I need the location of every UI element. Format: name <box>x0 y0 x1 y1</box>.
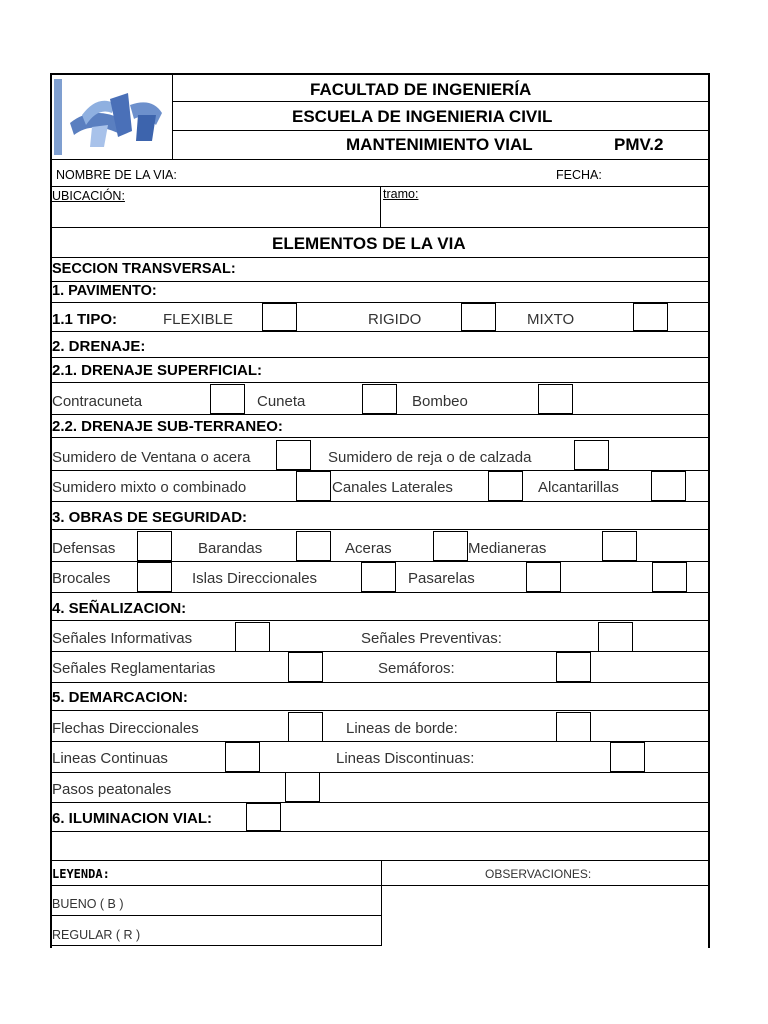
preventivas-label: Señales Preventivas: <box>361 630 502 647</box>
divider <box>50 710 708 711</box>
cuneta-checkbox[interactable] <box>362 384 397 414</box>
pavimento-title: 1. PAVIMENTO: <box>52 283 157 299</box>
defensas-checkbox[interactable] <box>137 531 172 561</box>
iluminacion-checkbox[interactable] <box>246 803 281 831</box>
contracuneta-checkbox[interactable] <box>210 384 245 414</box>
medianeras-label: Medianeras <box>468 540 547 557</box>
section-title: ELEMENTOS DE LA VIA <box>272 234 466 253</box>
divider <box>50 437 708 438</box>
university-logo <box>52 75 172 159</box>
informativas-label: Señales Informativas <box>52 630 193 647</box>
demarcacion-title: 5. DEMARCACION: <box>52 689 188 706</box>
school-title: ESCUELA DE INGENIERIA CIVIL <box>292 107 553 126</box>
aceras-checkbox[interactable] <box>433 531 468 561</box>
sumidero-mixto-label: Sumidero mixto o combinado <box>52 479 247 496</box>
divider <box>50 620 708 621</box>
divider <box>50 682 708 683</box>
preventivas-checkbox[interactable] <box>598 622 633 652</box>
brocales-label: Brocales <box>52 570 111 587</box>
flexible-label: FLEXIBLE <box>163 311 234 328</box>
regular-label: REGULAR ( R ) <box>52 928 141 942</box>
flexible-checkbox[interactable] <box>262 303 297 331</box>
cuneta-label: Cuneta <box>257 393 306 410</box>
reglamentarias-label: Señales Reglamentarias <box>52 660 216 677</box>
divider <box>50 470 708 471</box>
barandas-label: Barandas <box>198 540 263 557</box>
sumidero-ventana-label: Sumidero de Ventana o acera <box>52 449 251 466</box>
rigido-checkbox[interactable] <box>461 303 496 331</box>
mixto-label: MIXTO <box>527 311 575 328</box>
drenaje-subterraneo-title: 2.2. DRENAJE SUB-TERRANEO: <box>52 418 283 435</box>
bombeo-checkbox[interactable] <box>538 384 573 414</box>
defensas-label: Defensas <box>52 540 116 557</box>
tipo-label: 1.1 TIPO: <box>52 311 118 328</box>
borde-label: Lineas de borde: <box>346 720 458 737</box>
flechas-checkbox[interactable] <box>288 712 323 742</box>
barandas-checkbox[interactable] <box>296 531 331 561</box>
iluminacion-title: 6. ILUMINACION VIAL: <box>52 810 212 827</box>
divider <box>50 281 708 282</box>
discontinuas-label: Lineas Discontinuas: <box>336 750 475 767</box>
logo-divider <box>172 75 173 159</box>
bueno-label: BUENO ( B ) <box>52 897 124 911</box>
borde-checkbox[interactable] <box>556 712 591 742</box>
senalizacion-title: 4. SEÑALIZACION: <box>52 600 187 617</box>
bombeo-label: Bombeo <box>412 393 468 410</box>
brocales-checkbox[interactable] <box>137 562 172 592</box>
divider <box>50 651 708 652</box>
divider <box>172 101 708 102</box>
canales-checkbox[interactable] <box>488 471 523 501</box>
pasos-checkbox[interactable] <box>285 772 320 802</box>
divider <box>50 945 382 946</box>
divider <box>50 159 708 160</box>
divider <box>50 831 708 832</box>
islas-checkbox[interactable] <box>361 562 396 592</box>
divider <box>172 130 708 131</box>
tramo-label: tramo: <box>383 187 419 201</box>
divider <box>50 382 708 383</box>
fecha-label: FECHA: <box>556 168 602 182</box>
reglamentarias-checkbox[interactable] <box>288 652 323 682</box>
divider <box>380 186 381 227</box>
divider <box>50 592 708 593</box>
flechas-label: Flechas Direccionales <box>52 720 199 737</box>
divider <box>50 227 708 228</box>
leyenda-title: LEYENDA: <box>52 867 110 881</box>
divider <box>381 860 382 946</box>
form-title: MANTENIMIENTO VIAL <box>346 135 533 154</box>
continuas-label: Lineas Continuas <box>52 750 168 767</box>
pasos-label: Pasos peatonales <box>52 781 172 798</box>
divider <box>50 802 708 803</box>
seguridad-title: 3. OBRAS DE SEGURIDAD: <box>52 509 248 526</box>
divider <box>50 186 708 187</box>
canales-label: Canales Laterales <box>332 479 453 496</box>
ubicacion-label: UBICACIÓN: <box>52 189 125 203</box>
sumidero-reja-checkbox[interactable] <box>574 440 609 470</box>
semaforos-checkbox[interactable] <box>556 652 591 682</box>
alcantarillas-label: Alcantarillas <box>538 479 619 496</box>
divider <box>50 885 708 886</box>
mixto-checkbox[interactable] <box>633 303 668 331</box>
islas-label: Islas Direccionales <box>192 570 318 587</box>
divider <box>50 501 708 502</box>
form-code: PMV.2 <box>614 135 664 154</box>
informativas-checkbox[interactable] <box>235 622 270 652</box>
seccion-label: SECCION TRANSVERSAL: <box>52 261 236 277</box>
drenaje-superficial-title: 2.1. DRENAJE SUPERFICIAL: <box>52 362 263 379</box>
sumidero-mixto-checkbox[interactable] <box>296 471 331 501</box>
alcantarillas-checkbox[interactable] <box>651 471 686 501</box>
extra-checkbox[interactable] <box>652 562 687 592</box>
divider <box>50 357 708 358</box>
sumidero-ventana-checkbox[interactable] <box>276 440 311 470</box>
divider <box>50 257 708 258</box>
observaciones-label: OBSERVACIONES: <box>485 867 592 881</box>
faculty-title: FACULTAD DE INGENIERÍA <box>310 80 532 99</box>
divider <box>50 331 708 332</box>
aceras-label: Aceras <box>345 540 392 557</box>
divider <box>50 529 708 530</box>
medianeras-checkbox[interactable] <box>602 531 637 561</box>
divider <box>50 915 382 916</box>
divider <box>50 860 708 861</box>
discontinuas-checkbox[interactable] <box>610 742 645 772</box>
divider <box>50 772 708 773</box>
pasarelas-label: Pasarelas <box>408 570 475 587</box>
sumidero-reja-label: Sumidero de reja o de calzada <box>328 449 532 466</box>
divider <box>50 302 708 303</box>
drenaje-title: 2. DRENAJE: <box>52 338 146 355</box>
divider <box>50 414 708 415</box>
pasarelas-checkbox[interactable] <box>526 562 561 592</box>
semaforos-label: Semáforos: <box>378 660 455 677</box>
continuas-checkbox[interactable] <box>225 742 260 772</box>
contracuneta-label: Contracuneta <box>52 393 143 410</box>
via-label: NOMBRE DE LA VIA: <box>56 168 177 182</box>
rigido-label: RIGIDO <box>368 311 422 328</box>
